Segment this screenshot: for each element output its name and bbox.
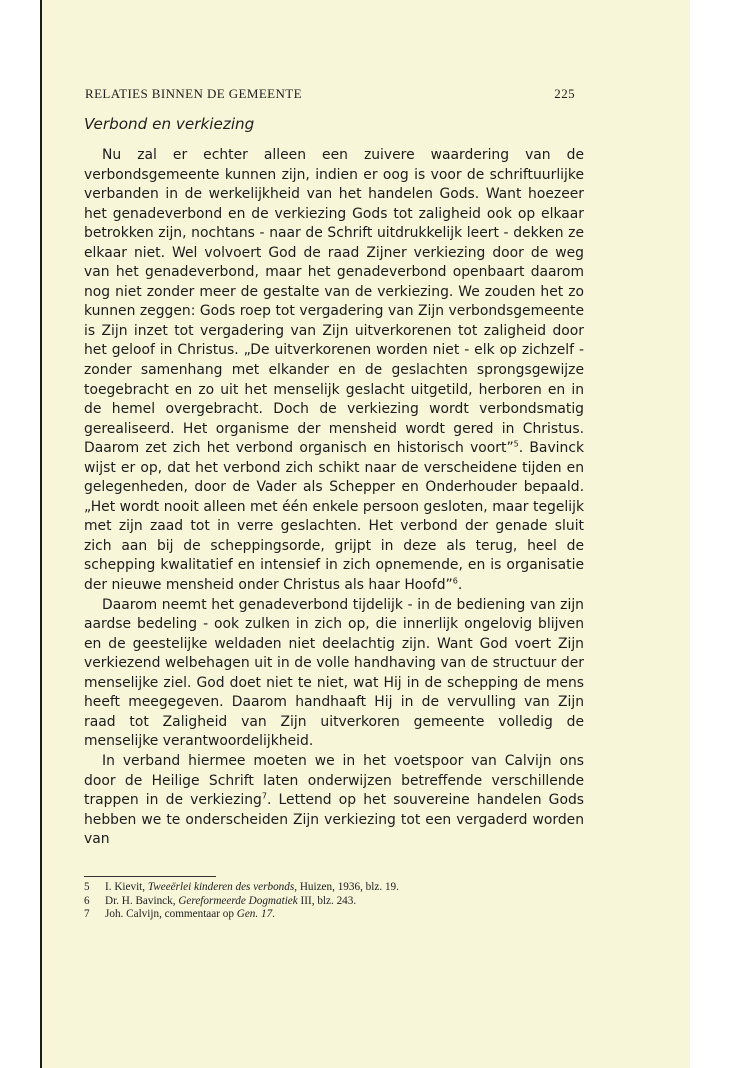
footnote-number: 5	[84, 881, 90, 893]
page-margin-right	[690, 0, 738, 1068]
footnote-title: Gereformeerde Dogmatiek	[178, 894, 298, 907]
footnote-5	[84, 881, 584, 895]
footnote-number: 7	[84, 908, 90, 921]
footnote-text-before: Dr. H. Bavinck,	[105, 894, 179, 907]
paragraph-3	[84, 752, 584, 850]
body-text	[84, 146, 584, 850]
footnote-rule	[84, 876, 216, 877]
footnote-text	[105, 908, 275, 922]
footnote-text-after: III, blz. 243.	[297, 894, 357, 907]
footnotes	[84, 881, 584, 922]
footnote-text-before: Joh. Calvijn, commentaar op	[105, 908, 237, 921]
footnote-title: Gen. 17	[236, 908, 273, 921]
footnote-text	[105, 881, 399, 895]
footnote-ref-5: 5	[513, 439, 519, 449]
paragraph-1-part-3: .	[457, 577, 463, 594]
footnote-text-before: I. Kievit,	[105, 881, 148, 893]
running-title: RELATIES BINNEN DE GEMEENTE	[85, 86, 302, 101]
footnote-6	[84, 895, 584, 909]
footnote-number: 6	[84, 894, 90, 907]
footnote-ref-6: 6	[452, 576, 458, 586]
paragraph-2: Daarom neemt het genadeverbond tijdelijk - in de bediening van zijn aardse bedeling - ook zulken in zich op, die innerlijk ongelovig blijven en de geestelijke weldaden niet deelachtig zijn. Want God voert Zijn verkiezend welbehagen uit in de volle handhaving van de structuur der menselijke ziel. God doet niet te niet, wat Hij in de schepping de mens heeft meegegeven. Daarom handhaaft Hij in de vervulling van Zijn raad tot Zaligheid van Zijn uitverkoren gemeente volledig de menselijke verantwoordelijkheid.	[84, 596, 584, 750]
paragraph-3-part-1: In verband hiermee moeten we in het voetspoor van Calvijn ons door de Heilige Schrift laten onderwijzen betreffende verschillende trappen in de verkiezing	[84, 752, 584, 809]
paragraph-1-part-2: . Bavinck wijst er op, dat het verbond zich schikt naar de verscheidene tijden en gelegenheden, door de Vader als Schepper en Onderhouder bepaald. „Het wordt nooit alleen met één enkele persoon gesloten, maar tegelijk met zijn zaad tot in verre geslachten. Het verbond der genade sluit zich aan bij de scheppingsorde, grijpt in deze als terug, heel de schepping kwalitatief en intensief in zich opnemende, en is organisatie der nieuwe mensheid onder Christus als haar Hoofd”	[84, 440, 585, 594]
footnote-text-after: , Huizen, 1936, blz. 19.	[294, 881, 399, 893]
paragraph-1	[84, 146, 584, 596]
section-heading: Verbond en verkiezing	[84, 115, 255, 133]
page-number: 225	[554, 86, 575, 101]
footnote-title: Tweeërlei kinderen des verbonds	[147, 881, 295, 893]
running-header	[85, 86, 575, 102]
footnote-7	[84, 908, 584, 922]
footnote-ref-7: 7	[261, 791, 267, 801]
paragraph-1-part-1: Nu zal er echter alleen een zuivere waardering van de verbondsgemeente kunnen zijn, indien er oog is voor de schriftuurlijke verbanden in de werkelijkheid van het handelen Gods. Want hoezeer het genadeverbond en de verkiezing Gods tot zaligheid ook op elkaar betrokken zijn, nochtans - naar de Schrift uitdrukkelijk leert - dekken ze elkaar niet. Wel volvoert God de raad Zijner verkiezing door de weg van het genadeverbond, maar het genadeverbond openbaart daarom nog niet zonder meer de gestalte van de verkiezing. We zouden het zo kunnen zeggen: Gods roep tot vergadering van Zijn verbondsgemeente is Zijn inzet tot vergadering van Zijn uitverkorenen tot zaligheid door het geloof in Christus. „De uitverkorenen worden niet - elk op zichzelf - zonder samenhang met elkander en de geslachten sprongsgewijze toegebracht en zo uit het menselijk geslacht uitgetild, herboren en in de hemel overgebracht. Doch de verkiezing wordt verbondsmatig gerealiseerd. Het organisme der mensheid wordt gered in Christus. Daarom zet zich het verbond organisch en historisch voort”	[84, 147, 584, 457]
footnote-text	[105, 895, 356, 909]
paragraph-3-part-2: . Lettend op het souvereine handelen Gods hebben we te onderscheiden Zijn verkiezing tot een vergaderd worden van	[84, 792, 584, 848]
footnote-text-after: .	[272, 908, 275, 921]
